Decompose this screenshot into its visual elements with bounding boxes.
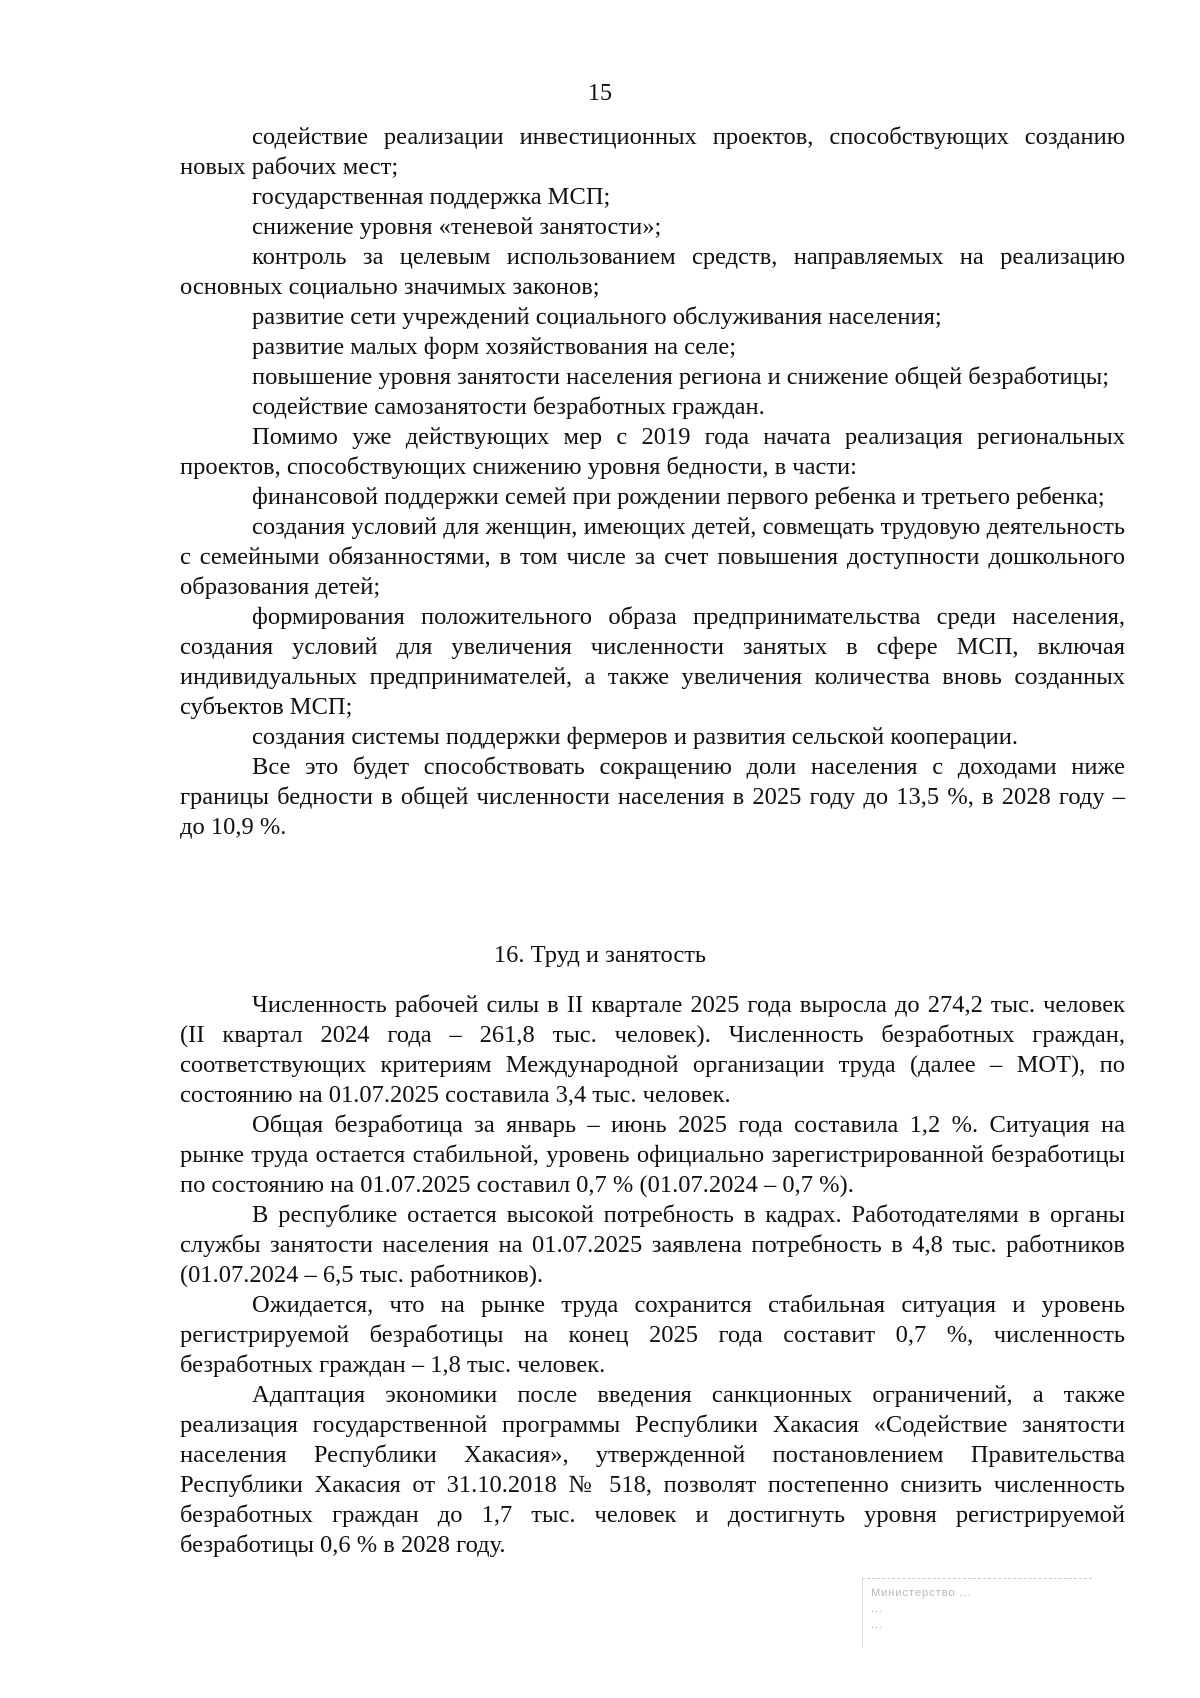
paragraph: Общая безработица за январь – июнь 2025 года составила 1,2 %. Ситуация на рынке труда остается стабильной, уровень официально зарегистрированной безработицы по состоянию на 01.07.2025 составил 0,7 % (01.07.2024 – 0,7 %).	[180, 1111, 1125, 1198]
paragraph: повышение уровня занятости населения региона и снижение общей безработицы;	[252, 363, 1109, 390]
text-block-labor	[180, 990, 1125, 1560]
paragraph: снижение уровня «теневой занятости»;	[252, 213, 662, 240]
page-number: 15	[588, 80, 612, 106]
paragraph: Адаптация экономики после введения санкционных ограничений, а также реализация государственной программы Республики Хакасия «Содействие занятости населения Республики Хакасия», утвержденной постановлением Правительства Республики Хакасия от 31.10.2018 № 518, позволят постепенно снизить численность безработных граждан до 1,7 тыс. человек и достигнуть уровня регистрируемой безработицы 0,6 % в 2028 году.	[180, 1381, 1125, 1558]
paragraph: В республике остается высокой потребность в кадрах. Работодателями в органы службы занятости населения на 01.07.2025 заявлена потребность в 4,8 тыс. работников (01.07.2024 – 6,5 тыс. работников).	[180, 1201, 1125, 1288]
paragraph: создания системы поддержки фермеров и развития сельской кооперации.	[252, 723, 1018, 750]
paragraph: развитие малых форм хозяйствования на селе;	[252, 333, 737, 360]
paragraph: Ожидается, что на рынке труда сохранится стабильная ситуация и уровень регистрируемой безработицы на конец 2025 года составит 0,7 %, численность безработных граждан – 1,8 тыс. человек.	[180, 1291, 1125, 1378]
paragraph: контроль за целевым использованием средств, направляемых на реализацию основных социально значимых законов;	[180, 243, 1125, 300]
paragraph: содействие реализации инвестиционных проектов, способствующих созданию новых рабочих мест;	[180, 123, 1125, 180]
section-heading: 16. Труд и занятость	[493, 941, 707, 968]
paragraph: Все это будет способствовать сокращению доли населения с доходами ниже границы бедности в общей численности населения в 2025 году до 13,5 %, в 2028 году – до 10,9 %.	[180, 753, 1125, 840]
text-block-measures	[180, 122, 1125, 842]
paragraph: финансовой поддержки семей при рождении первого ребенка и третьего ребенка;	[252, 483, 1105, 510]
stamp-line: ...	[871, 1603, 884, 1615]
registration-stamp	[862, 1578, 1092, 1648]
stamp-line: ...	[871, 1619, 884, 1631]
paragraph: развитие сети учреждений социального обслуживания населения;	[252, 303, 942, 330]
paragraph: содействие самозанятости безработных граждан.	[252, 393, 765, 420]
paragraph: государственная поддержка МСП;	[252, 183, 611, 210]
stamp-line: Министерство ...	[871, 1587, 972, 1599]
paragraph: Численность рабочей силы в II квартале 2025 года выросла до 274,2 тыс. человек (II квартал 2024 года – 261,8 тыс. человек). Численность безработных граждан, соответствующих критериям Международной организации труда (далее – МОТ), по состоянию на 01.07.2025 составила 3,4 тыс. человек.	[180, 991, 1125, 1108]
paragraph: создания условий для женщин, имеющих детей, совмещать трудовую деятельность с семейными обязанностями, в том числе за счет повышения доступности дошкольного образования детей;	[180, 513, 1125, 600]
paragraph: Помимо уже действующих мер с 2019 года начата реализация региональных проектов, способствующих снижению уровня бедности, в части:	[180, 423, 1125, 480]
paragraph: формирования положительного образа предпринимательства среди населения, создания условий для увеличения численности занятых в сфере МСП, включая индивидуальных предпринимателей, а также увеличения количества вновь созданных субъектов МСП;	[180, 603, 1125, 720]
